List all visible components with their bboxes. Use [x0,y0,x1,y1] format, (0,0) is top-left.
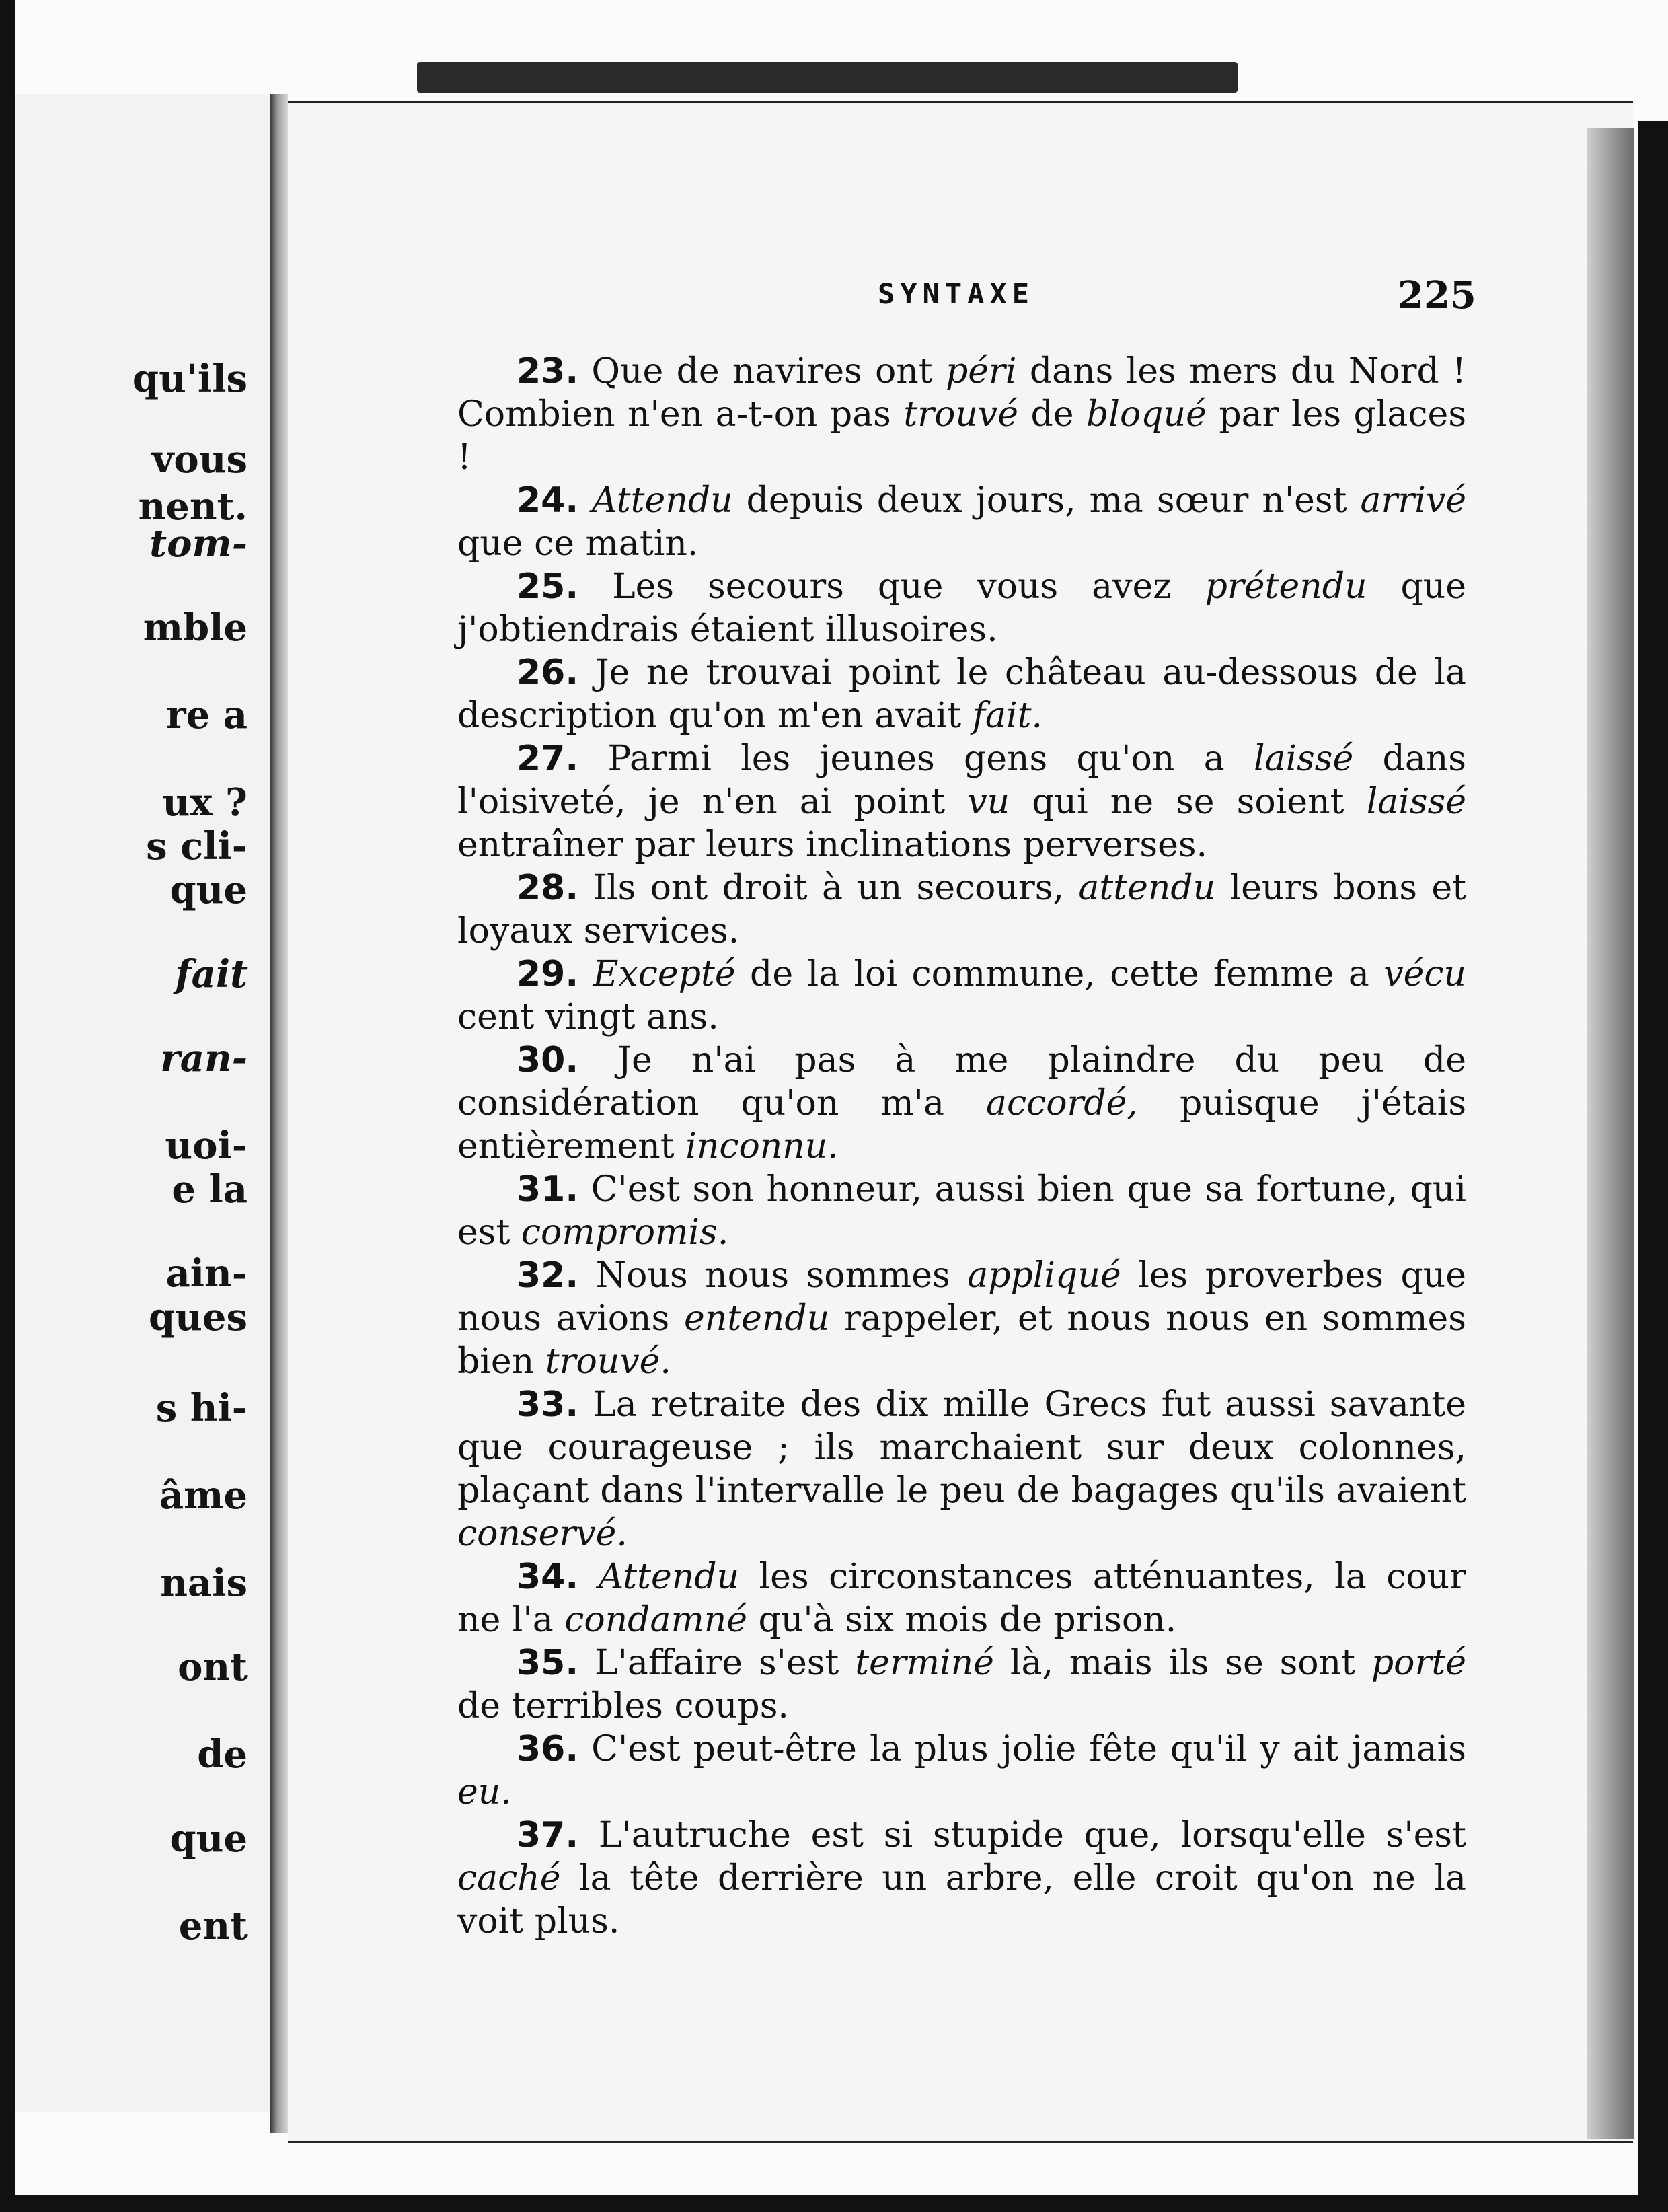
italic-term: compromis. [521,1212,729,1253]
exercise-entry [457,953,1466,1039]
italic-term: attendu [1078,868,1216,908]
italic-term: entendu [683,1298,830,1339]
running-title: SYNTAXE [878,277,1035,310]
sentence-text: la tête derrière un arbre, elle croit qu'on ne la voit plus. [457,1858,1466,1942]
left-page-fragment: uoi- [165,1123,248,1168]
sentence-text: rappeler, et nous nous en sommes bien [457,1298,1466,1382]
exercise-number: 32. [517,1255,579,1296]
exercise-number: 23. [517,351,579,392]
exercise-entry [457,1254,1466,1383]
exercise-number: 35. [517,1643,579,1683]
exercise-entry [457,565,1466,651]
sentence-text: qui ne se soient [1010,782,1367,822]
left-page-fragment: que [169,1816,248,1861]
exercise-entry [457,350,1466,479]
italic-term: caché [457,1858,561,1898]
sentence-text: C'est son honneur, aussi bien que sa fortune, qui est [457,1169,1467,1253]
exercise-entry [457,479,1466,565]
sentence-text: de [1018,394,1087,435]
left-page-fragment: nent. [138,484,248,529]
italic-term: conservé. [457,1514,628,1554]
italic-term: vécu [1383,954,1466,994]
exercise-entry [457,1642,1466,1728]
sentence-text: Je n'ai pas à me plaindre du peu de considération qu'on m'a [457,1040,1466,1123]
page-gutter [270,94,288,2133]
italic-term: vu [967,782,1010,822]
left-page-fragment: vous [151,437,248,482]
sentence-text: que j'obtiendrais étaient illusoires. [457,566,1466,650]
italic-term: trouvé. [545,1341,671,1382]
left-page-fragment: mble [143,605,248,650]
sentence-text: qu'à six mois de prison. [747,1600,1177,1640]
exercise-entry [457,1039,1466,1168]
italic-term: bloqué [1086,394,1207,435]
exercise-number: 24. [517,480,579,521]
exercise-number: 31. [517,1169,579,1210]
italic-term: eu. [457,1772,512,1812]
italic-term: arrivé [1360,480,1466,521]
sentence-text: cent vingt ans. [457,997,719,1037]
left-page-fragment: ont [178,1645,248,1689]
exercise-number: 28. [517,868,579,908]
page-number: 225 [1398,273,1476,318]
exercise-entry [457,737,1466,867]
italic-term: condamné [564,1600,748,1640]
sentence-text: par les glaces ! [457,394,1467,478]
italic-term: laissé [1253,739,1354,779]
italic-term: fait. [972,696,1043,736]
sentence-text: de terribles coups. [457,1686,789,1726]
left-page-fragment: ain- [165,1251,248,1296]
left-page-fragment: ques [148,1295,248,1339]
exercise-entry [457,1383,1466,1555]
scan-border-bottom [0,2195,1668,2212]
italic-term: Excepté [593,954,736,994]
exercise-number: 29. [517,954,579,994]
left-page-fragment: re a [166,693,248,737]
exercise-entry [457,651,1466,737]
sentence-text: leurs bons et loyaux services. [457,868,1467,951]
sentence-text: les proverbes que nous avions [457,1255,1466,1339]
scan-binding-shadow [417,62,1238,93]
sentence-text: dans les mers du Nord ! Combien n'en a-t-on pas [457,351,1467,435]
left-page-fragment: tom- [149,521,248,566]
left-page-fragment: qu'ils [132,357,248,401]
exercise-entry [457,1555,1466,1642]
left-page-fragment: s cli- [146,824,248,869]
exercise-entry [457,1814,1466,1943]
left-page-fragment: s hi- [155,1386,248,1430]
italic-term: trouvé [903,394,1019,435]
exercise-number: 36. [517,1729,579,1769]
left-page-fragment: ent [178,1904,248,1948]
exercise-number: 27. [517,739,579,779]
italic-term: prétendu [1205,566,1367,607]
sentence-text: La retraite des dix mille Grecs fut aussi savante que courageuse ; ils marchaient sur deux colonnes, plaçant dans l'intervalle le peu de bagages qu'ils avaient [457,1385,1466,1511]
sentence-text: Je ne trouvai point le château au-dessous de la description qu'on m'en avait [457,653,1467,736]
left-page-fragment: de [197,1732,248,1777]
left-page-fragment: fait [175,952,248,996]
exercise-number: 30. [517,1040,579,1080]
italic-term: laissé [1366,782,1466,822]
sentence-text: puisque j'étais entièrement [457,1083,1467,1167]
sentence-text: Nous nous sommes [595,1255,968,1296]
sentence-text: Que de navires ont [591,351,946,392]
scan-border-right [1638,121,1668,2212]
italic-term: Attendu [592,480,733,521]
italic-term: accordé, [985,1083,1138,1123]
exercise-entry [457,1728,1466,1814]
exercise-entry [457,1168,1466,1254]
exercise-list [457,350,1466,1943]
left-page-margin [15,94,274,2112]
sentence-text: là, mais ils se sont [993,1643,1371,1683]
left-page-fragment: âme [159,1473,248,1518]
sentence-text: depuis deux jours, ma sœur n'est [732,480,1361,521]
italic-term: péri [945,351,1017,392]
scan-border-left [0,0,15,2212]
sentence-text: L'affaire s'est [595,1643,856,1683]
italic-term: inconnu. [685,1126,839,1167]
left-page-fragment: ran- [160,1036,248,1080]
left-page-fragment: ux ? [162,780,248,825]
left-page-fragment: nais [160,1561,248,1605]
sentence-text: C'est peut-être la plus jolie fête qu'il y ait jamais [591,1729,1466,1769]
italic-term: porté [1371,1643,1467,1683]
exercise-number: 25. [517,566,579,607]
italic-term: Attendu [598,1557,740,1597]
sentence-text: les circonstances atténuantes, la cour ne l'a [457,1557,1466,1640]
sentence-text: dans l'oisiveté, je n'en ai point [457,739,1466,822]
sentence-text: Les secours que vous avez [612,566,1205,607]
exercise-entry [457,867,1466,953]
exercise-number: 26. [517,653,579,693]
sentence-text: de la loi commune, cette femme a [735,954,1384,994]
left-page-fragment: e la [172,1167,248,1212]
exercise-number: 33. [517,1385,579,1425]
left-page-fragment: que [169,868,248,912]
sentence-text: Ils ont droit à un secours, [593,868,1079,908]
italic-term: appliqué [967,1255,1121,1296]
exercise-number: 37. [517,1815,579,1855]
sentence-text: que ce matin. [457,523,699,564]
page-edge-shadow [1587,128,1634,2139]
sentence-text: L'autruche est si stupide que, lorsqu'elle s'est [598,1815,1467,1855]
italic-term: terminé [855,1643,994,1683]
sentence-text: entraîner par leurs inclinations perverses. [457,825,1208,865]
sentence-text: Parmi les jeunes gens qu'on a [607,739,1254,779]
exercise-number: 34. [517,1557,579,1597]
